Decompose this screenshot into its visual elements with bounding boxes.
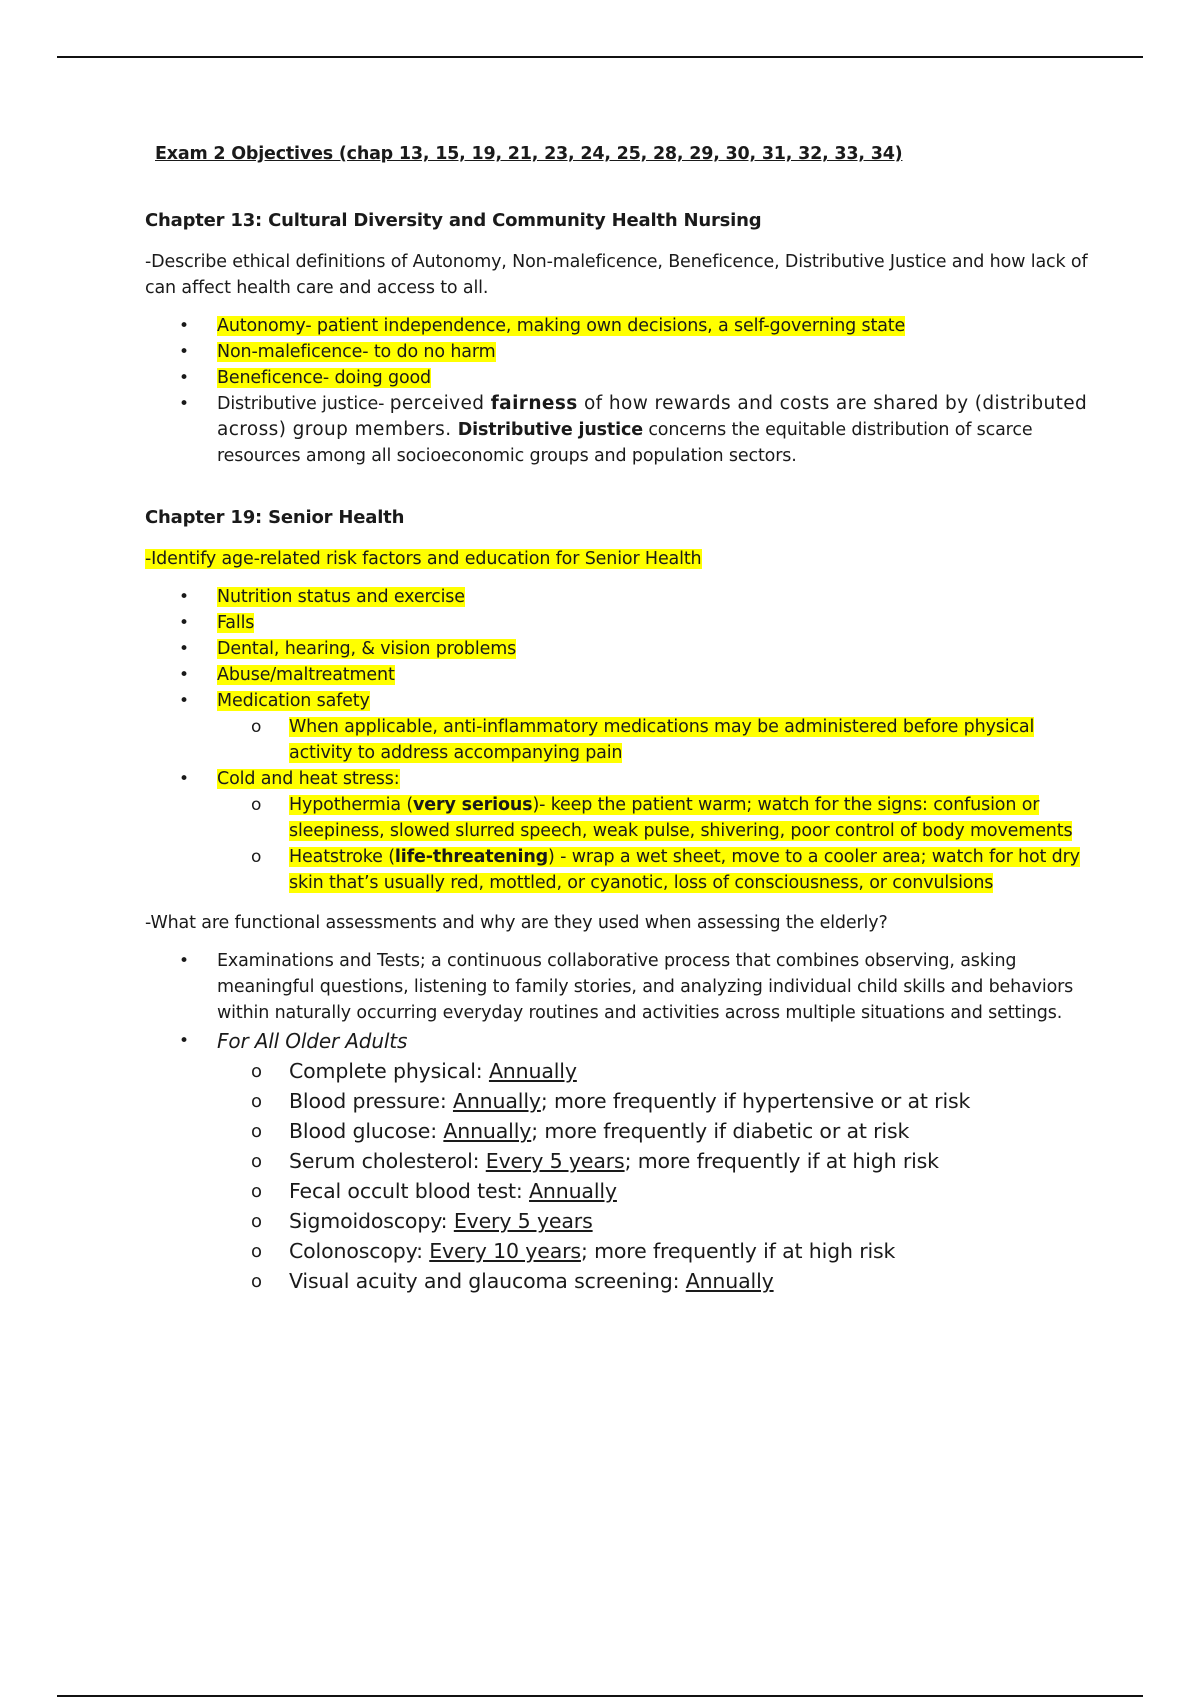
screening-schedule-list [217,1056,1095,1296]
schedule-item: o Fecal occult blood test: Annually [217,1176,1095,1206]
schedule-item: o Colonoscopy: Every 10 years; more frequently if at high risk [217,1236,1095,1266]
sub-list-item: o Heatstroke (life-threatening) - wrap a wet sheet, move to a cooler area; watch for hot dry skin that’s usually red, mottled, or cyanotic, loss of consciousness, or convulsions [217,844,1095,896]
sub-list-item: o Hypothermia (very serious)- keep the patient warm; watch for the signs: confusion or sleepiness, slowed slurred speech, weak pulse, shivering, poor control of body movements [217,792,1095,844]
circle-bullet-icon: o [251,1271,262,1292]
circle-bullet-icon: o [251,1121,262,1142]
footer-rule [57,1695,1143,1697]
bullet-icon: • [179,342,189,362]
circle-bullet-icon: o [251,1241,262,1262]
schedule-item: o Blood glucose: Annually; more frequently if diabetic or at risk [217,1116,1095,1146]
ethics-list [145,313,1095,469]
circle-bullet-icon: o [251,1061,262,1082]
bullet-icon: • [179,613,189,633]
list-item: • Non-maleficence- to do no harm [145,339,1095,365]
chapter-19-heading: Chapter 19: Senior Health [145,507,405,528]
list-item: • Medication safety o When applicable, anti-inflammatory medications may be administered before physical activity to address accompanying pain [145,688,1095,766]
sub-list-item: o When applicable, anti-inflammatory medications may be administered before physical activity to address accompanying pain [217,714,1095,766]
circle-bullet-icon: o [251,847,262,867]
document-title: Exam 2 Objectives (chap 13, 15, 19, 21, 23, 24, 25, 28, 29, 30, 31, 32, 33, 34) [155,144,903,164]
bullet-icon: • [179,316,189,336]
circle-bullet-icon: o [251,1091,262,1112]
list-item: • Distributive justice- perceived fairness of how rewards and costs are shared by (distributed across) group members. Distributive justice concerns the equitable distribution of scarce resources among all socioeconomic groups and population sectors. [179,393,1088,466]
list-item: • Beneficence- doing good [145,365,1095,391]
header-rule [57,56,1143,58]
bullet-icon: • [179,691,189,711]
schedule-item: o Sigmoidoscopy: Every 5 years [217,1206,1095,1236]
circle-bullet-icon: o [251,717,262,737]
schedule-item: o Complete physical: Annually [217,1056,1095,1086]
document-page [145,144,1095,1296]
bullet-icon: • [179,394,189,414]
bullet-icon: • [179,1031,189,1051]
list-item: • Cold and heat stress: o Hypothermia (very serious)- keep the patient warm; watch for the signs: confusion or sleepiness, slowed slurred speech, weak pulse, shivering, poor control of body movements o Heatstroke (life-threatening) - wrap a wet sheet, move to a cooler area; watch for hot dry skin that’s usually red, mottled, or cyanotic, loss of consciousness, or convulsions [145,766,1095,896]
circle-bullet-icon: o [251,1181,262,1202]
list-item: • Abuse/maltreatment [145,662,1095,688]
chapter-13-objective: -Describe ethical definitions of Autonomy, Non-maleficence, Beneficence, Distributive Justice and how lack of can affect health care and access to all. [145,252,1088,298]
risk-factors-list [145,584,1095,896]
circle-bullet-icon: o [251,1211,262,1232]
chapter-19-objective-1: -Identify age-related risk factors and education for Senior Health [145,549,702,569]
cold-heat-sublist [217,792,1095,896]
schedule-item: o Serum cholesterol: Every 5 years; more frequently if at high risk [217,1146,1095,1176]
circle-bullet-icon: o [251,1151,262,1172]
functional-assessment-list [145,948,1095,1296]
schedule-item: o Blood pressure: Annually; more frequently if hypertensive or at risk [217,1086,1095,1116]
list-item: • Nutrition status and exercise [145,584,1095,610]
bullet-icon: • [179,769,189,789]
bullet-icon: • [179,587,189,607]
chapter-19-objective-2: -What are functional assessments and why are they used when assessing the elderly? [145,913,888,933]
list-item: • Examinations and Tests; a continuous collaborative process that combines observing, asking meaningful questions, listening to family stories, and analyzing individual child skills and behaviors within naturally occurring everyday routines and activities across multiple situations and settings. [145,948,1095,1026]
bullet-icon: • [179,368,189,388]
bullet-icon: • [179,639,189,659]
medication-sublist [217,714,1095,766]
schedule-item: o Visual acuity and glaucoma screening: Annually [217,1266,1095,1296]
bullet-icon: • [179,665,189,685]
list-item: • Autonomy- patient independence, making own decisions, a self-governing state [145,313,1095,339]
bullet-icon: • [179,951,189,971]
list-item: • Falls [145,610,1095,636]
list-item: • Dental, hearing, & vision problems [145,636,1095,662]
circle-bullet-icon: o [251,795,262,815]
list-item: • For All Older Adults o Complete physical: Annually o Blood pressure: Annually; more frequently if hypertensive or at risk o Blood glucose: Annually; more frequently if diabetic or at risk o Serum cholesterol: Every 5 years; more frequently if at high risk o Fecal occult blood test: Annually o Sigmoidoscopy: Every 5 years o Colonoscopy: Every 10 years; more frequently if at high risk o Visual acuity and glaucoma screening: Annually [145,1026,1095,1296]
chapter-13-heading: Chapter 13: Cultural Diversity and Community Health Nursing [145,210,762,231]
